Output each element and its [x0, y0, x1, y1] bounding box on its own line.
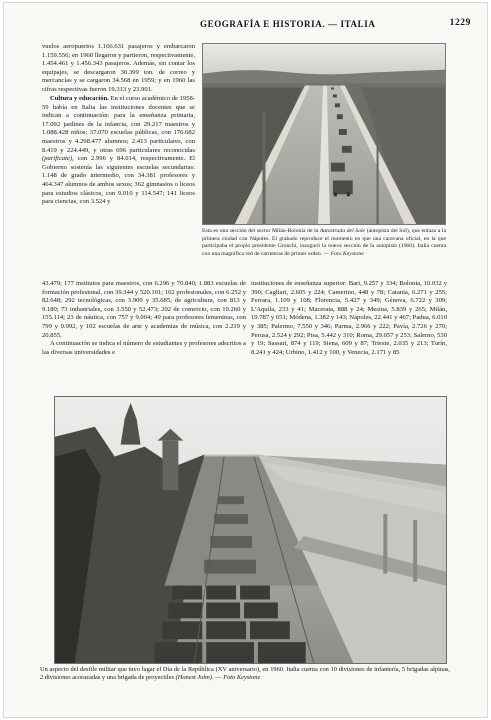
culture-text: En el curso académico de 1958-59 había en Italia las instituciones docentes que se indican a continuación: para la enseñanza primaria, 17.092 jardines de la infancia, con 29.217 maestros y 1.088.428 niños; 37.070 escuelas públicas, con 176.682 maestros y 4.298.477 alumnos; 2.413 particulares, con 8.419 y 224.449, y otras 696 particulares reconocidas: [42, 95, 195, 154]
paragraph-culture-education: [42, 95, 195, 207]
caption-text: Esta es una sección del sector Milán-Bolonia de la: [202, 228, 319, 234]
culture-text-tail: , con 2.996 y 84.014, respectivamente. El Gobierno sostenía las siguientes escuelas secundarias: 1.148 de grado intermedio, con 34.381 profesores y 464.347 alumnos de ambos sexos; 362 gimnasios o liceos para estudios clásicos, con 9.010 y 114.547; 141 liceos para ciencias, con 3.524 y: [42, 155, 195, 206]
autostrada-name: Autostrada del Sole: [319, 228, 366, 234]
section-heading-culture: Cultura y educación.: [50, 95, 109, 103]
paragraph-universities-list: instituciones de enseñanza superior: Bari, 9.257 y 334; Bolonia, 10.032 y 390; Cagliari, 2.605 y 224; Camerino, 448 y 78; Catania, 6.271 y 255; Ferrara, 1.109 y 108; Florencia, 5.427 y 349; Génova, 6.722 y 309; L'Aquila, 233 y 41; Macerata, 888 y 24; Mesina, 5.839 y 265; Milán, 19.787 y 651; Módena, 1.382 y 143; Nápoles, 22.441 y 467; Padua, 6.010 y 385; Palermo, 7.550 y 346; Parma, 2.966 y 222; Pavía, 2.726 y 270; Perusa, 2.524 y 292; Pisa, 5.442 y 310; Roma, 29.057 y 253; Salerno, 530 y 19; Sassari, 874 y 119; Siena, 609 y 87; Trieste, 2.035 y 213; Turín, 8.241 y 424; Urbino, 1.412 y 100, y Venecia, 2.171 y 85: [251, 280, 447, 356]
autostrada-photo: [202, 43, 446, 225]
running-title: GEOGRAFÍA E HISTORIA. — ITALIA: [200, 19, 376, 29]
photo-credit: Foto Keystone: [330, 250, 364, 257]
military-parade-caption: [40, 666, 450, 700]
left-column-text: [42, 43, 195, 277]
middle-right-column-text: [251, 280, 447, 380]
autostrada-photo-caption: [202, 228, 446, 280]
parificate-term: (parificate): [42, 155, 73, 163]
middle-left-column-text: [42, 280, 246, 380]
parade-image: [55, 397, 446, 663]
military-parade-photo: [54, 396, 447, 664]
caption-text-continued: (autopista del Sol), que enlaza a la primera ciudad con Nápoles. El grabado reproduce el momento en que una caravana oficial, en la que participaba el propio presidente Gronchi, inauguró la nueva sección de la autopista (1960). Italia cuenta con una magnífica red de carreteras de primer orden. —: [202, 228, 446, 257]
parade-caption-text: Un aspecto del desfile militar que tuvo lugar el Día de la República (XV aniversario), en 1960. Italia cuenta con 10 divisiones de infantería, 5 brigadas alpinas, 2 divisiones acorazadas y una brigada de proyectiles: [40, 666, 450, 682]
page-number: 1229: [449, 18, 471, 28]
parade-photo-credit: Foto Keystone: [223, 674, 261, 682]
page-header: [4, 17, 487, 33]
paragraph-universities-intro: A continuación se indica el número de estudiantes y profesores adscritos a las diversas universidades e: [42, 340, 246, 356]
credit-separator: . —: [211, 674, 222, 682]
highway-convoy-image: [203, 44, 445, 224]
book-page: [3, 2, 488, 718]
paragraph-schools-continued: 43.479; 177 institutos para maestros, con 6.296 y 70.840; 1.883 escuelas de formación profesional, con 39.344 y 520.101; 102 profesionales, con 6.252 y 82.648; 292 tecnológicas, con 3.909 y 35.685; de agricultura, con 813 y 9.180; 73 industriales, con 3.550 y 52.473; 202 de comercio, con 10.260 y 155.114; 23 de náutica, con 757 y 9.004; 49 para profesores femeninas, con 799 y 9.992, y 102 escuelas de arte y academias de música, con 2.219 y 20.855.: [42, 280, 246, 339]
paragraph-air-traffic: vuelos aeropuertos 1.166.631 pasajeros y embarcaron 1.159.556; en 1960 llegaron y partieron, respectivamente, 1.454.461 y 1.456.343 pasajeros. Además, sin contar los equipajes, se descargaron 30.399 ton. de correo y mercancías y se cargaron 34.568 en 1959; y en 1960 las cifras respectivas fueron 19.313 y 23.901.: [42, 43, 195, 93]
honest-john-name: (Honest John): [175, 674, 212, 682]
